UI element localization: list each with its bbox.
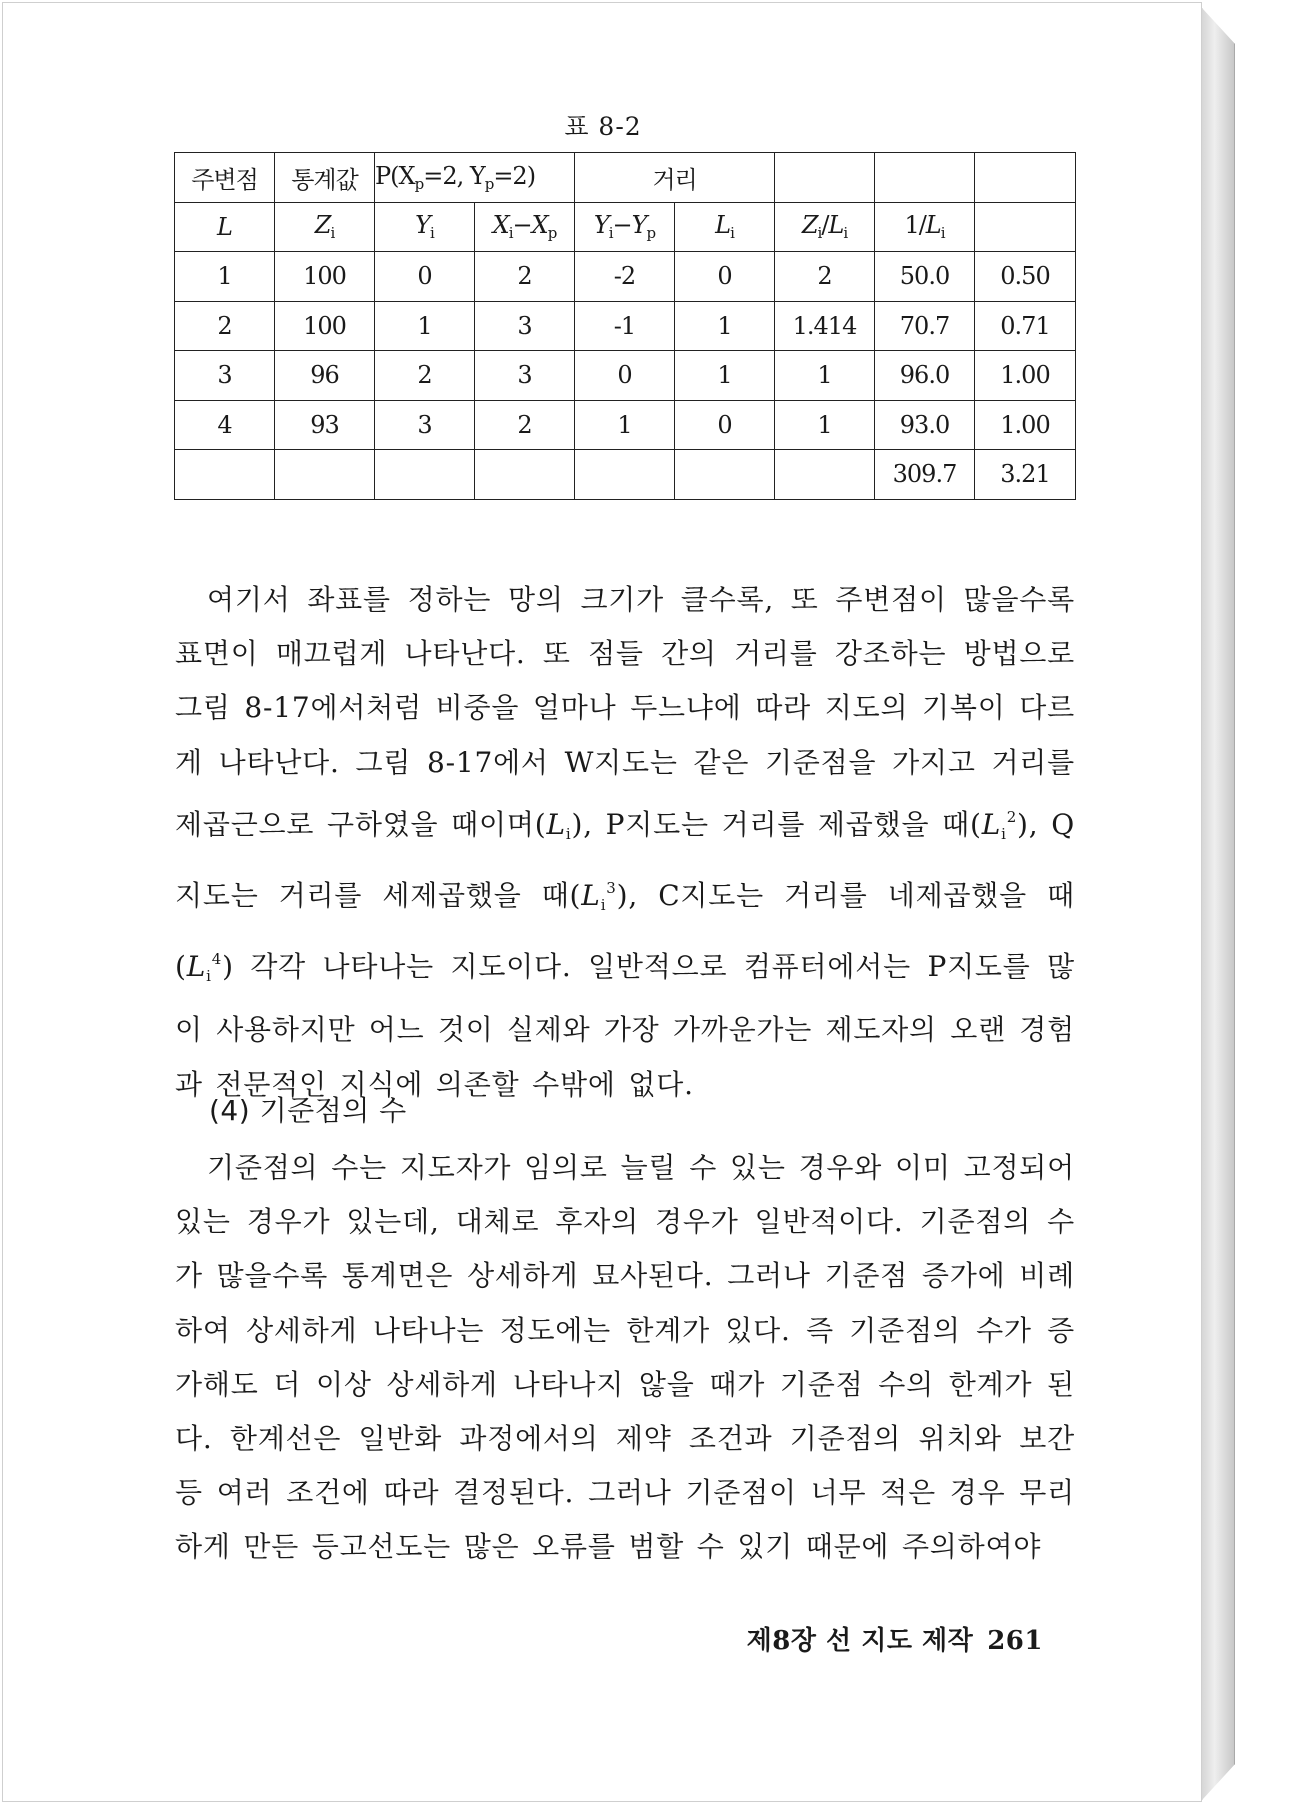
page-number: 261 bbox=[987, 1626, 1043, 1656]
header-cell bbox=[875, 202, 975, 252]
operator: / bbox=[821, 211, 829, 240]
math-symbol: Y bbox=[631, 211, 647, 240]
subscript: i bbox=[1001, 824, 1007, 843]
table-cell: 0.50 bbox=[975, 252, 1076, 302]
table-caption: 표 8-2 bbox=[564, 112, 642, 141]
math-symbol: Z bbox=[314, 211, 331, 240]
body-paragraph-1 bbox=[175, 573, 1075, 1112]
math-symbol: X bbox=[531, 211, 548, 240]
subscript: i bbox=[430, 224, 434, 243]
table-cell: 2 bbox=[475, 252, 575, 302]
table-row bbox=[175, 400, 1076, 450]
header-cell bbox=[975, 153, 1076, 203]
paragraph-text: ), P지도는 거리를 제곱했을 때( bbox=[571, 807, 982, 841]
math-symbol: L bbox=[715, 211, 731, 240]
table-cell: 1 bbox=[175, 252, 275, 302]
section-heading: (4) 기준점의 수 bbox=[209, 1094, 407, 1127]
header-text: =2, Y bbox=[423, 161, 485, 190]
table-cell: 1 bbox=[775, 351, 875, 401]
header-cell bbox=[375, 202, 475, 252]
table-cell: 100 bbox=[275, 301, 375, 351]
header-text: P(X bbox=[375, 161, 415, 190]
table-cell: -1 bbox=[575, 301, 675, 351]
subscript: p bbox=[484, 174, 494, 193]
table-row bbox=[175, 301, 1076, 351]
table-cell: 2 bbox=[775, 252, 875, 302]
table-cell: 1 bbox=[675, 351, 775, 401]
subscript: i bbox=[508, 224, 513, 243]
table-cell: 0 bbox=[675, 252, 775, 302]
math-symbol: L bbox=[828, 211, 844, 240]
subscript: i bbox=[330, 224, 335, 243]
book-page bbox=[2, 2, 1202, 1802]
superscript: 2 bbox=[1006, 807, 1018, 826]
table-header-row-2 bbox=[175, 202, 1076, 252]
header-text: =2) bbox=[493, 161, 536, 190]
subscript: i bbox=[206, 967, 212, 986]
superscript: 4 bbox=[211, 950, 223, 969]
header-cell: 주변점 bbox=[175, 153, 275, 203]
table-cell: 1 bbox=[575, 400, 675, 450]
operator: − bbox=[512, 211, 532, 240]
subscript: p bbox=[547, 224, 557, 243]
header-cell bbox=[875, 153, 975, 203]
table-cell: 1.00 bbox=[975, 400, 1076, 450]
table-cell: 100 bbox=[275, 252, 375, 302]
paragraph-text: ), Q지도는 거리를 세제곱했을 때( bbox=[175, 807, 1075, 913]
table-cell bbox=[375, 450, 475, 500]
table-cell: 3.21 bbox=[975, 450, 1076, 500]
math-symbol: X bbox=[492, 211, 509, 240]
paragraph-text: 여기서 좌표를 정하는 망의 크기가 클수록, 또 주변점이 많을수록 표면이 매끄럽게 나타난다. 또 점들 간의 거리를 강조하는 방법으로 그림 8-17에서처럼 비중을 얼마나 두느냐에 따라 지도의 기복이 다르게 나타난다. 그림 8-17에서 W지도는 같은 기준점을 가지고 거리를 제곱근으로 구하였을 때이며( bbox=[175, 583, 1075, 841]
subscript: i bbox=[843, 224, 848, 243]
table-header-row-1 bbox=[175, 153, 1076, 203]
table-cell: 70.7 bbox=[875, 301, 975, 351]
table-cell bbox=[675, 450, 775, 500]
table-cell: 0 bbox=[675, 400, 775, 450]
table-cell: 3 bbox=[475, 351, 575, 401]
paragraph-text: ) 각각 나타나는 지도이다. 일반적으로 컴퓨터에서는 P지도를 많이 사용하지만 어느 것이 실제와 가장 가까운가는 제도자의 오랜 경험과 전문적인 지식에 의존할 수밖에 없다. bbox=[175, 950, 1075, 1101]
table-cell: 3 bbox=[375, 400, 475, 450]
header-cell bbox=[975, 202, 1076, 252]
table-body bbox=[175, 252, 1076, 500]
operator: − bbox=[612, 211, 632, 240]
paragraph-text: ), C지도는 거리를 네제곱했을 때 ( bbox=[175, 879, 1075, 984]
table-cell bbox=[475, 450, 575, 500]
table-cell: 93 bbox=[275, 400, 375, 450]
table-cell bbox=[175, 450, 275, 500]
subscript: p bbox=[646, 224, 656, 243]
table-cell: 1.414 bbox=[775, 301, 875, 351]
page-stack-edge bbox=[1202, 8, 1235, 1800]
math-symbol: L bbox=[217, 212, 232, 241]
table-cell: 0 bbox=[575, 351, 675, 401]
body-paragraph-2: 기준점의 수는 지도자가 임의로 늘릴 수 있는 경우와 이미 고정되어 있는 경우가 있는데, 대체로 후자의 경우가 일반적이다. 기준점의 수가 많을수록 통계면은 상세하게 묘사된다. 그러나 기준점 증가에 비례하여 상세하게 나타나는 정도에는 한계가 있다. 즉 기준점의 수가 증가해도 더 이상 상세하게 나타나지 않을 때가 기준점 수의 한계가 된다. 한계선은 일반화 과정에서의 제약 조건과 기준점의 위치와 보간 등 여러 조건에 따라 결정된다. 그러나 기준점이 너무 적은 경우 무리하게 만든 등고선도는 많은 오류를 범할 수 있기 때문에 주의하여야 bbox=[175, 1151, 1075, 1564]
table-cell: 1 bbox=[675, 301, 775, 351]
header-cell bbox=[575, 202, 675, 252]
subscript: p bbox=[414, 174, 424, 193]
table-cell bbox=[575, 450, 675, 500]
chapter-title: 제8장 선 지도 제작 bbox=[746, 1626, 974, 1656]
data-table bbox=[174, 152, 1076, 500]
math-symbol: L bbox=[981, 807, 1002, 841]
table-cell: 1 bbox=[375, 301, 475, 351]
subscript: i bbox=[730, 224, 734, 243]
header-cell bbox=[775, 153, 875, 203]
header-cell bbox=[675, 202, 775, 252]
table-row bbox=[175, 450, 1076, 500]
subscript: i bbox=[940, 224, 945, 243]
table-cell: 2 bbox=[175, 301, 275, 351]
table-cell: 1 bbox=[775, 400, 875, 450]
table-cell: 50.0 bbox=[875, 252, 975, 302]
table-cell: 0 bbox=[375, 252, 475, 302]
superscript: 3 bbox=[606, 879, 617, 898]
table-cell: -2 bbox=[575, 252, 675, 302]
table-cell: 4 bbox=[175, 400, 275, 450]
table-cell bbox=[275, 450, 375, 500]
subscript: i bbox=[565, 824, 572, 843]
math-symbol: Z bbox=[801, 211, 818, 240]
table-row bbox=[175, 351, 1076, 401]
subscript: i bbox=[600, 896, 607, 915]
table-cell: 3 bbox=[475, 301, 575, 351]
table-cell: 2 bbox=[475, 400, 575, 450]
header-cell bbox=[175, 202, 275, 252]
subscript: i bbox=[817, 224, 822, 243]
header-cell: 거리 bbox=[575, 153, 775, 203]
math-symbol: Y bbox=[593, 211, 609, 240]
table-cell: 2 bbox=[375, 351, 475, 401]
math-symbol: L bbox=[186, 950, 207, 984]
table-cell: 93.0 bbox=[875, 400, 975, 450]
table-cell bbox=[775, 450, 875, 500]
table-cell: 0.71 bbox=[975, 301, 1076, 351]
table-row bbox=[175, 252, 1076, 302]
subscript: i bbox=[608, 224, 613, 243]
header-cell: 통계값 bbox=[275, 153, 375, 203]
math-symbol: Y bbox=[415, 211, 431, 240]
math-symbol: L bbox=[925, 211, 941, 240]
math-symbol: L bbox=[546, 807, 566, 841]
table-cell: 1.00 bbox=[975, 351, 1076, 401]
header-cell bbox=[375, 153, 536, 203]
math-symbol: L bbox=[581, 879, 601, 913]
page-footer bbox=[747, 1620, 1043, 1657]
operator: 1/ bbox=[904, 211, 926, 240]
table-cell: 309.7 bbox=[875, 450, 975, 500]
header-cell bbox=[275, 202, 375, 252]
table-cell: 3 bbox=[175, 351, 275, 401]
header-cell bbox=[775, 202, 875, 252]
table-cell: 96 bbox=[275, 351, 375, 401]
table-cell: 96.0 bbox=[875, 351, 975, 401]
header-cell bbox=[475, 202, 575, 252]
